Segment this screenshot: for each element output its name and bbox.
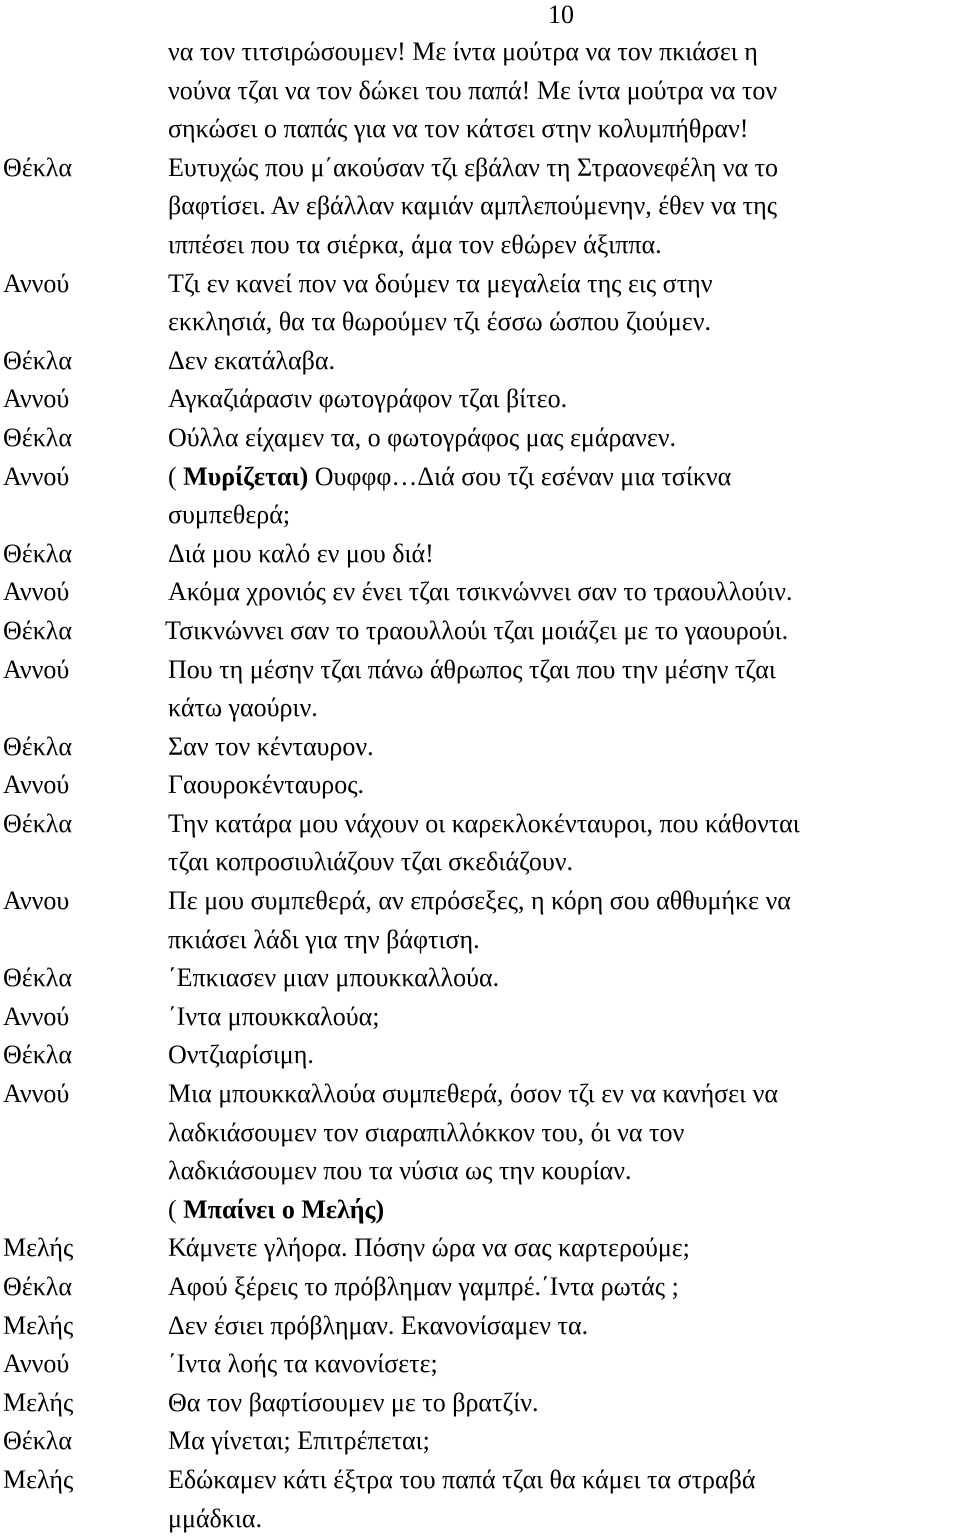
speaker-name: Αννού — [3, 1001, 70, 1031]
speech-content: ΄Ιντα μπουκκαλούα; — [168, 1001, 380, 1031]
dialogue-line — [3, 226, 953, 265]
speech-text — [168, 1036, 314, 1075]
speech-text — [168, 766, 364, 805]
speaker-name: Μελής — [3, 1233, 74, 1263]
speaker-name: Αννού — [3, 1079, 70, 1109]
dialogue-line — [3, 1191, 953, 1230]
speech-content: Που τη μέσην τζαι πάνω άθρωπος τζαι που την μέσην τζαι — [168, 654, 776, 684]
speaker-name: Θέκλα — [3, 1426, 73, 1456]
speech-content: Τσικνώννει σαν το τραουλλούι τζαι μοιάζει με το γαουρούι. — [165, 615, 789, 645]
speech-text — [168, 728, 374, 767]
dialogue-line — [3, 265, 953, 304]
dialogue-line — [3, 651, 953, 690]
speech-text — [168, 496, 290, 535]
speech-text — [168, 458, 731, 497]
speech-text — [168, 998, 380, 1037]
speech-text — [168, 149, 778, 188]
speech-text — [168, 882, 791, 921]
dialogue-line — [3, 1461, 953, 1500]
script-body — [3, 33, 953, 1538]
dialogue-line — [3, 1422, 953, 1461]
speaker-name: Θέκλα — [3, 808, 73, 838]
speech-content: Δεν έσιει πρόβλημαν. Εκανονίσαμεν τα. — [168, 1310, 589, 1340]
speech-content: σηκώσει ο παπάς για να τον κάτσει στην κολυμπήθραν! — [168, 114, 749, 144]
speech-content: εκκλησιά, θα τα θωρούμεν τζι έσσω ώσπου ζιούμεν. — [168, 307, 711, 337]
speech-text — [168, 110, 748, 149]
dialogue-line — [3, 766, 953, 805]
dialogue-line — [3, 303, 953, 342]
speech-content: Γαουροκένταυρος. — [168, 770, 364, 800]
speech-content: νούνα τζαι να τον δώκει του παπά! Με ίντα μούτρα να τον — [168, 75, 778, 105]
speech-text — [168, 226, 662, 265]
speech-content: Ακόμα χρονιός εν ένει τζαι τσικνώννει σαν το τραουλλούιν. — [168, 577, 793, 607]
dialogue-line — [3, 921, 953, 960]
dialogue-line — [3, 689, 953, 728]
stage-direction: Μπαίνει ο Μελής) — [183, 1194, 385, 1224]
dialogue-line — [3, 1345, 953, 1384]
speech-content: Εδώκαμεν κάτι έξτρα του παπά τζαι θα κάμει τα στραβά — [168, 1464, 756, 1494]
speech-content: Τζι εν κανεί πον να δούμεν τα μεγαλεία της εις στην — [168, 268, 713, 298]
speaker-name: Αννού — [3, 461, 70, 491]
speaker-name: Αννού — [3, 577, 70, 607]
stage-direction-open: ( — [168, 461, 184, 491]
dialogue-line — [3, 1036, 953, 1075]
speech-content: Ούλλα είχαμεν τα, ο φωτογράφος μας εμάρανεν. — [168, 422, 676, 452]
speech-text — [168, 959, 499, 998]
speaker-name: Θέκλα — [3, 345, 73, 375]
speech-text — [168, 1075, 778, 1114]
speaker-name: Θέκλα — [3, 538, 73, 568]
dialogue-line — [3, 342, 953, 381]
speaker-name: Μελής — [3, 1464, 74, 1494]
speaker-name: Θέκλα — [3, 615, 73, 645]
dialogue-line — [3, 149, 953, 188]
dialogue-line — [3, 1384, 953, 1423]
speech-content: Θα τον βαφτίσουμεν με το βρατζίν. — [168, 1387, 539, 1417]
speech-content: πκιάσει λάδι για την βάφτιση. — [168, 924, 480, 954]
speech-content: Δεν εκατάλαβα. — [168, 345, 335, 375]
dialogue-line — [3, 110, 953, 149]
speech-content: Μια μπουκκαλλούα συμπεθερά, όσον τζι εν να κανήσει να — [168, 1079, 778, 1109]
speech-text — [168, 573, 793, 612]
dialogue-line — [3, 33, 953, 72]
dialogue-line — [3, 843, 953, 882]
speech-content: Ουφφφ…Διά σου τζι εσέναν μια τσίκνα — [308, 461, 732, 491]
speech-text — [168, 342, 335, 381]
dialogue-line — [3, 998, 953, 1037]
dialogue-line — [3, 728, 953, 767]
speech-text — [168, 1229, 690, 1268]
speaker-name: Θέκλα — [3, 1272, 73, 1301]
speaker-name: Θέκλα — [3, 152, 73, 182]
dialogue-line — [3, 496, 953, 535]
dialogue-line — [3, 1229, 953, 1268]
speech-content: κάτω γαούριν. — [168, 693, 318, 723]
dialogue-line — [3, 959, 953, 998]
speech-text — [168, 72, 777, 111]
speech-text — [168, 805, 800, 844]
speaker-name: Αννου — [3, 886, 70, 916]
speech-text — [168, 1307, 588, 1346]
speaker-name: Θέκλα — [3, 731, 73, 761]
dialogue-line — [3, 612, 953, 651]
speech-text — [168, 1461, 755, 1500]
dialogue-line — [3, 72, 953, 111]
speech-content: συμπεθερά; — [168, 500, 291, 530]
speaker-name: Μελής — [3, 1387, 74, 1417]
speech-text — [168, 33, 758, 72]
speech-text — [168, 303, 711, 342]
stage-direction-open: ( — [168, 1194, 184, 1224]
speaker-name: Αννού — [3, 770, 70, 800]
speech-text — [168, 265, 713, 304]
dialogue-line — [3, 573, 953, 612]
speaker-name: Αννού — [3, 384, 70, 414]
dialogue-line — [3, 1152, 953, 1191]
speaker-name: Αννού — [3, 1349, 70, 1379]
dialogue-line — [3, 1500, 953, 1538]
speech-content: Αφού ξέρεις το πρόβλημαν γαμπρέ.΄Ιντα ρωτάς ; — [168, 1272, 679, 1301]
speech-text — [168, 1500, 262, 1538]
speech-text — [168, 1345, 438, 1384]
speech-text — [168, 651, 776, 690]
speech-content: Ευτυχώς που μ΄ακούσαν τζι εβάλαν τη Στραονεφέλη να το — [168, 152, 779, 182]
speech-text — [168, 1191, 384, 1230]
speech-content: ΄Ιντα λοής τα κανονίσετε; — [168, 1349, 438, 1379]
speech-content: Την κατάρα μου νάχουν οι καρεκλοκένταυροι, που κάθονται — [168, 808, 800, 838]
dialogue-line — [3, 1114, 953, 1153]
speech-content: τζαι κοπροσιυλιάζουν τζαι σκεδιάζουν. — [168, 847, 573, 877]
speaker-name: Θέκλα — [3, 963, 73, 993]
dialogue-line — [3, 1268, 953, 1307]
dialogue-line — [3, 1075, 953, 1114]
dialogue-line — [3, 882, 953, 921]
speech-content: Μα γίνεται; Επιτρέπεται; — [168, 1426, 430, 1456]
dialogue-line — [3, 535, 953, 574]
page-number: 10 — [548, 0, 574, 29]
speaker-name: Αννού — [3, 268, 70, 298]
speech-content: Οντζιαρίσιμη. — [168, 1040, 314, 1070]
dialogue-line — [3, 187, 953, 226]
speech-content: λαδκιάσουμεν που τα νύσια ως την κουρίαν. — [168, 1156, 632, 1186]
stage-direction: Μυρίζεται) — [183, 461, 309, 491]
speech-text — [168, 1114, 684, 1153]
dialogue-line — [3, 1307, 953, 1346]
speech-content: να τον τιτσιρώσουμεν! Με ίντα μούτρα να τον πκιάσει η — [168, 37, 758, 66]
dialogue-line — [3, 458, 953, 497]
speech-text — [168, 921, 480, 960]
speech-text — [168, 1422, 430, 1461]
speech-content: Αγκαζιάρασιν φωτογράφον τζαι βίτεο. — [168, 384, 568, 414]
speech-content: μμάδκια. — [168, 1503, 262, 1533]
speech-text — [168, 535, 434, 574]
speech-content: ιππέσει που τα σιέρκα, άμα τον εθώρεν άξιππα. — [168, 229, 662, 259]
speech-content: Διά μου καλό εν μου διά! — [168, 538, 434, 568]
speech-text — [168, 1268, 679, 1307]
speech-content: ΄Επκιασεν μιαν μπουκκαλλούα. — [168, 963, 500, 993]
speech-text — [168, 419, 676, 458]
speaker-name: Αννού — [3, 654, 70, 684]
dialogue-line — [3, 380, 953, 419]
speech-content: Κάμνετε γλήορα. Πόσην ώρα να σας καρτερούμε; — [168, 1233, 690, 1263]
speaker-name: Θέκλα — [3, 1040, 73, 1070]
speech-text — [168, 689, 318, 728]
speech-content: Σαν τον κένταυρον. — [168, 731, 374, 761]
dialogue-line — [3, 805, 953, 844]
speaker-name: Μελής — [3, 1310, 74, 1340]
speech-text — [168, 1384, 539, 1423]
speech-text — [165, 612, 788, 651]
speech-text — [168, 187, 777, 226]
speech-text — [168, 380, 567, 419]
speech-content: βαφτίσει. Αν εβάλλαν καμιάν αμπλεπούμενην, έθεν να της — [168, 191, 778, 221]
speech-content: Πε μου συμπεθερά, αν επρόσεξες, η κόρη σου αθθυμήκε να — [168, 886, 791, 916]
dialogue-line — [3, 419, 953, 458]
speech-text — [168, 843, 573, 882]
speech-content: λαδκιάσουμεν τον σιαραπιλλόκκον του, όι να τον — [168, 1117, 685, 1147]
speaker-name: Θέκλα — [3, 422, 73, 452]
speech-text — [168, 1152, 632, 1191]
